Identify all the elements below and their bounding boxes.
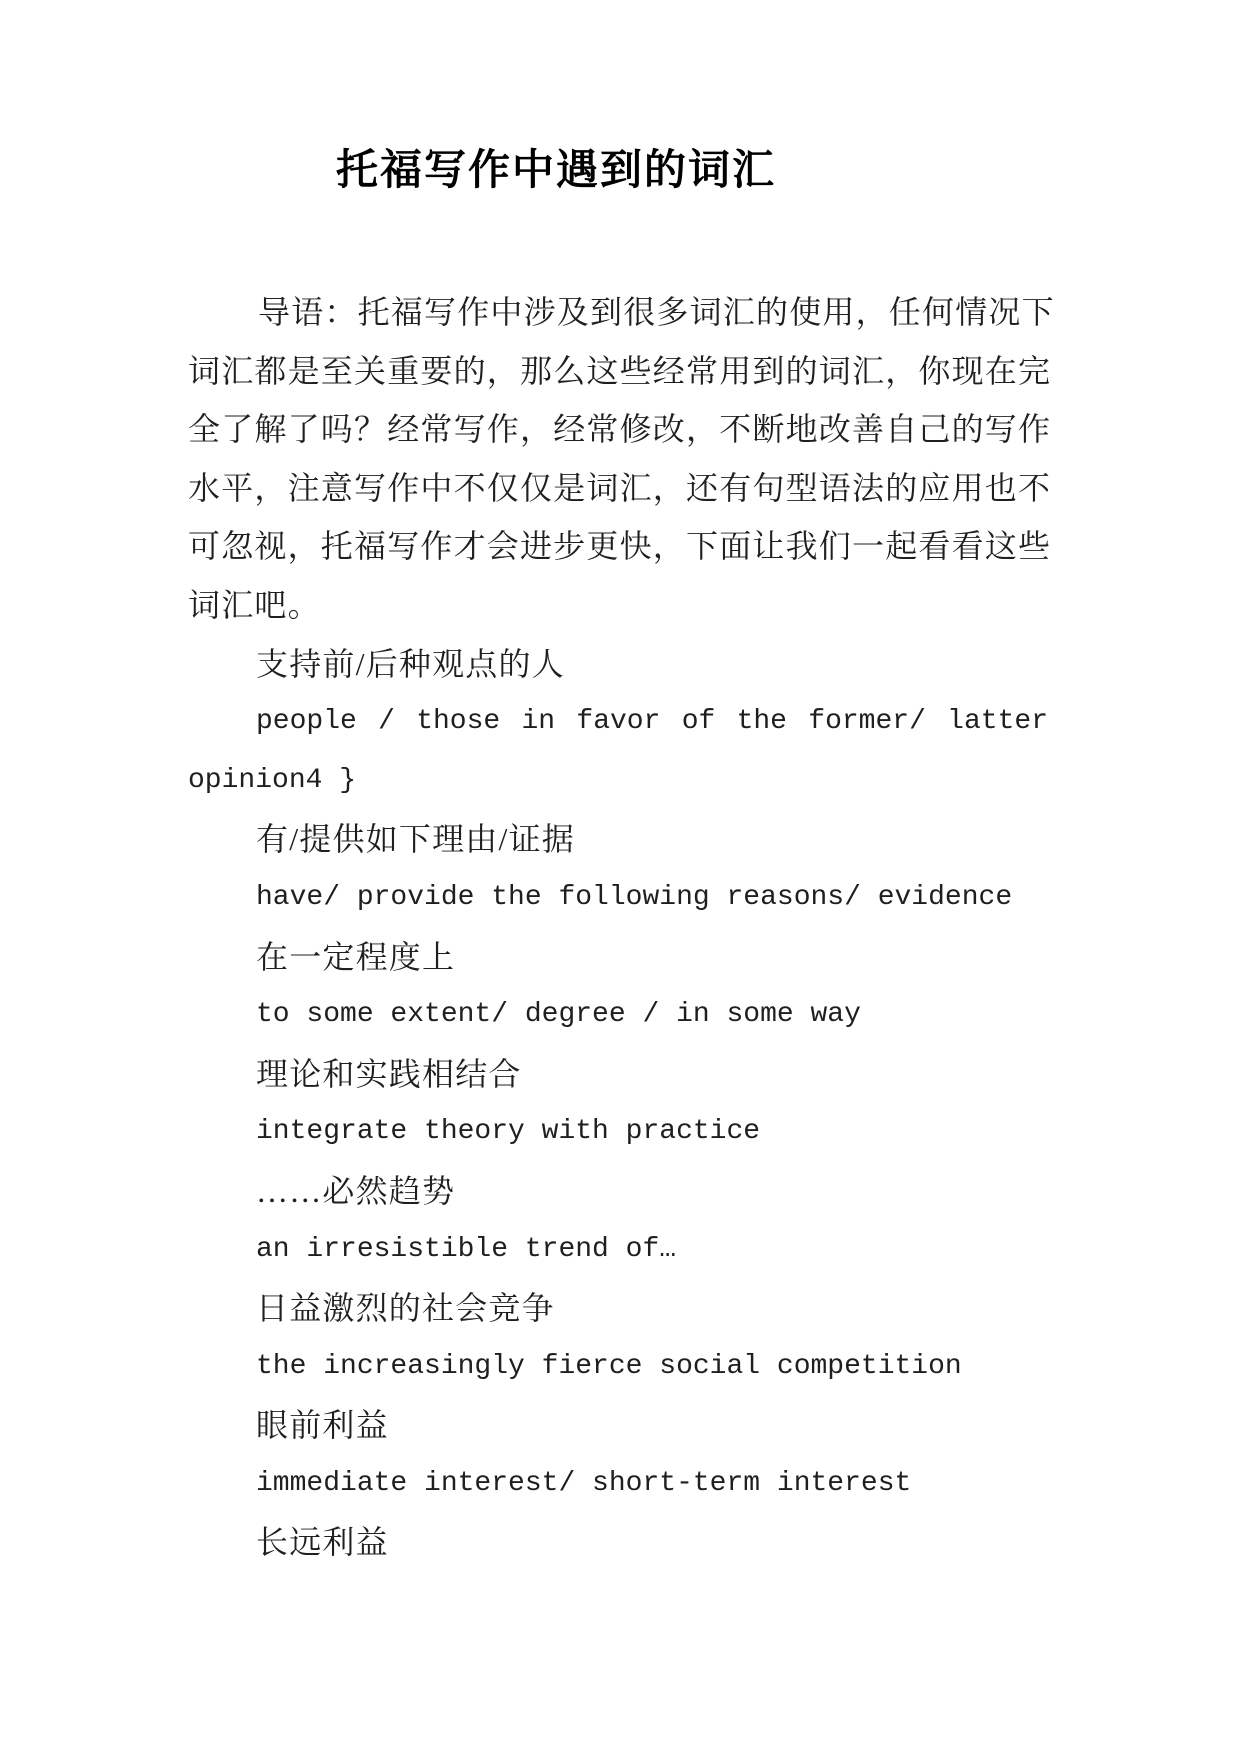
vocab-cn-line: 在一定程度上 [256,938,456,975]
page-title: 托福写作中遇到的词汇 [335,148,776,194]
vocab-cn-line: 长远利益 [256,1524,389,1561]
vocab-en-line: integrate theory with practice [256,1116,761,1148]
vocab-cn-line: 眼前利益 [256,1407,389,1444]
vocab-en-line: immediate interest/ short-term interest [256,1467,912,1499]
vocab-en-line: people / those in favor of the former/ latter [256,706,1048,738]
intro-line: 词汇都是至关重要的，那么这些经常用到的词汇，你现在完 [188,352,1052,389]
vocab-cn-line: 支持前/后种观点的人 [256,645,565,682]
vocab-cn-line: 理论和实践相结合 [256,1055,522,1092]
vocab-en-line: to some extent/ degree / in some way [256,999,861,1031]
vocab-en-line: the increasingly fierce social competition [256,1350,962,1382]
intro-line: 水平，注意写作中不仅仅是词汇，还有句型语法的应用也不 [188,469,1052,506]
vocab-cn-line: 有/提供如下理由/证据 [256,821,575,858]
vocab-en-continuation-line: opinion4 } [188,764,357,796]
vocab-en-line: have/ provide the following reasons/ evidence [256,881,1013,913]
intro-line: 可忽视，托福写作才会进步更快，下面让我们一起看看这些 [188,528,1052,565]
intro-line: 词汇吧。 [188,586,321,623]
intro-line: 导语：托福写作中涉及到很多词汇的使用，任何情况下 [258,294,1055,330]
vocab-cn-line: 日益激烈的社会竞争 [256,1290,555,1327]
intro-line: 全了解了吗？经常写作，经常修改，不断地改善自己的写作 [188,411,1052,448]
document-body [188,283,1055,1572]
vocab-cn-line: ……必然趋势 [256,1172,456,1209]
vocab-en-line: an irresistible trend of… [256,1233,677,1265]
